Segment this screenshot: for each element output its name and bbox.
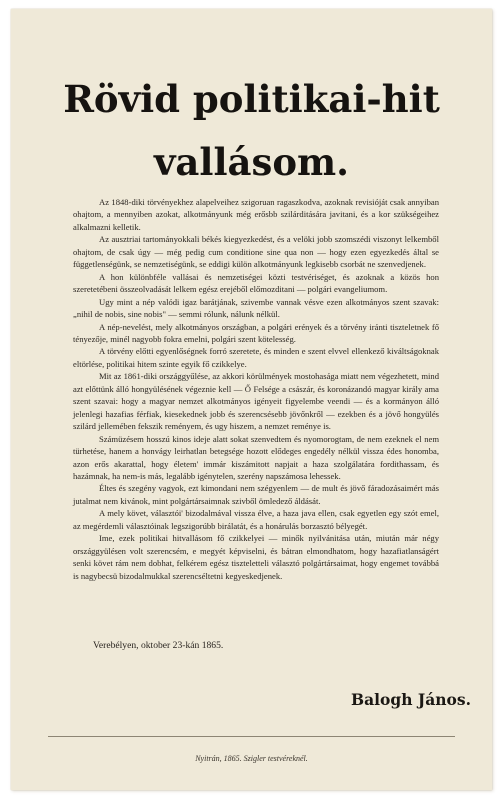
signature: Balogh János. — [351, 690, 471, 709]
body-text — [73, 196, 439, 582]
paragraph: Ime, ezek politikai hitvallásom fő czikkelyei — minők nyilvánitása után, miután már négy országgyülésen volt szerencsém, e megyét képviselni, és bátran elmondhatom, hogy hazafiatlanságért senki követ rám nem dobhat, felkérem egész tiszteletteli választó polgártársaimat, hogy engemet továbbá is nagybecsü bizodalmukkal szerencséltetni kegyeskedjenek. — [73, 533, 439, 581]
paragraph: Éltes és szegény vagyok, ezt kimondani nem szégyenlem — de mult és jövő fáradozásaimért más jutalmat nem kivánok, mint polgártársaimnak szivből ömledező áldását. — [73, 483, 439, 506]
paragraph: A törvény előtti egyenlőségnek forró szeretete, és minden e szent elvvel ellenkező kiváltságoknak eltörlése, politikai hitem szinte egyik fő czikkelye. — [73, 346, 439, 369]
footer-rule — [48, 736, 455, 737]
printer-imprint: Nyitrán, 1865. Szigler testvéreknél. — [195, 754, 308, 763]
title-line-2: vallásom. — [153, 140, 350, 184]
paragraph: A mely követ, választói' bizodalmával vissza élve, a haza java ellen, csak egyetlen egy szót emel, az megérdemli választóinak legszigorúbb birálatát, és a honárulás borzasztó bélyegét. — [73, 508, 439, 531]
paragraph: Ugy mint a nép valódi igaz barátjának, szivembe vannak vésve ezen alkotmányos szent szavak: „nihil de nobis, sine nobis" — semmi rólunk, nálunk nélkül. — [73, 296, 439, 320]
dateline: Verebélyen, oktober 23-kán 1865. — [93, 640, 224, 651]
paragraph: A hon különbféle vallásai és nemzetiségei közti testvériséget, és azoknak a közös hon szeretetébeni összeolvadását lelkem egész erejéből előmozditani — polgári evangeliumom. — [73, 271, 439, 295]
paragraph: A nép-nevelést, mely alkotmányos országban, a polgári erények és a törvény iránti tiszteletnek fő tényezője, minél nagyobb fokra emelni, polgári szent kötelesség. — [73, 321, 439, 344]
paragraph: Számüzésem hosszú kinos ideje alatt sokat szenvedtem és nyomorogtam, de nem ezeknek el nem türhetése, hanem a honvágy leirhatlan betegsége hozott elődeges engedély nélkül vissza édes honomba, azon erős akarattal, hogy életem' immár kiszámitott napjait a haza szolgálatára fordithassam, és hazámnak, ha nem-is más, legalább igénytelen, szerény napszámosa lehessek. — [73, 433, 439, 481]
poster-sheet — [11, 9, 492, 790]
title-line-1: Rövid politikai-hit — [63, 77, 440, 121]
paragraph: Az 1848-diki törvényekhez alapelveihez szigoruan ragaszkodva, azoknak revisióját csak annyiban ohajtom, a mennyiben azokat, alkotmányunk még erősbb szilárditására javitani, és a kor szükségeihez alkalmazni kelletik. — [73, 197, 439, 232]
paragraph: Mit az 1861-diki országgyűlése, az akkori körülmények mostohasága miatt nem végezhetett, mind azt előttünk álló hongyülésének végeznie kell — Ő Felsége a császár, és koronázandó magyar király ama szent szavai: hogy a magyar nemzet alkotmányos igényeit figyelembe veendi — és a kormányon álló jelenlegi hazafias férfiak, kiesekednek jobb és szerencsésebb jövőnkről — ezekben és a jövő hongyülés szilárd jellemében fekszik reményem, és ugy hiszem, a nemzet reménye is. — [73, 371, 439, 432]
paragraph: Az ausztriai tartományokkali békés kiegyezkedést, és a velöki jobb szomszédi viszonyt lelkemből ohajtom, de csak úgy — még pedig cum conditione sine qua non — hogy ezen egyezkedés által se függetlenségünk, se nemzetiségünk, se eddigi külön alkotmányunk legkisebb csorbát ne szenvedjenek. — [73, 234, 439, 270]
